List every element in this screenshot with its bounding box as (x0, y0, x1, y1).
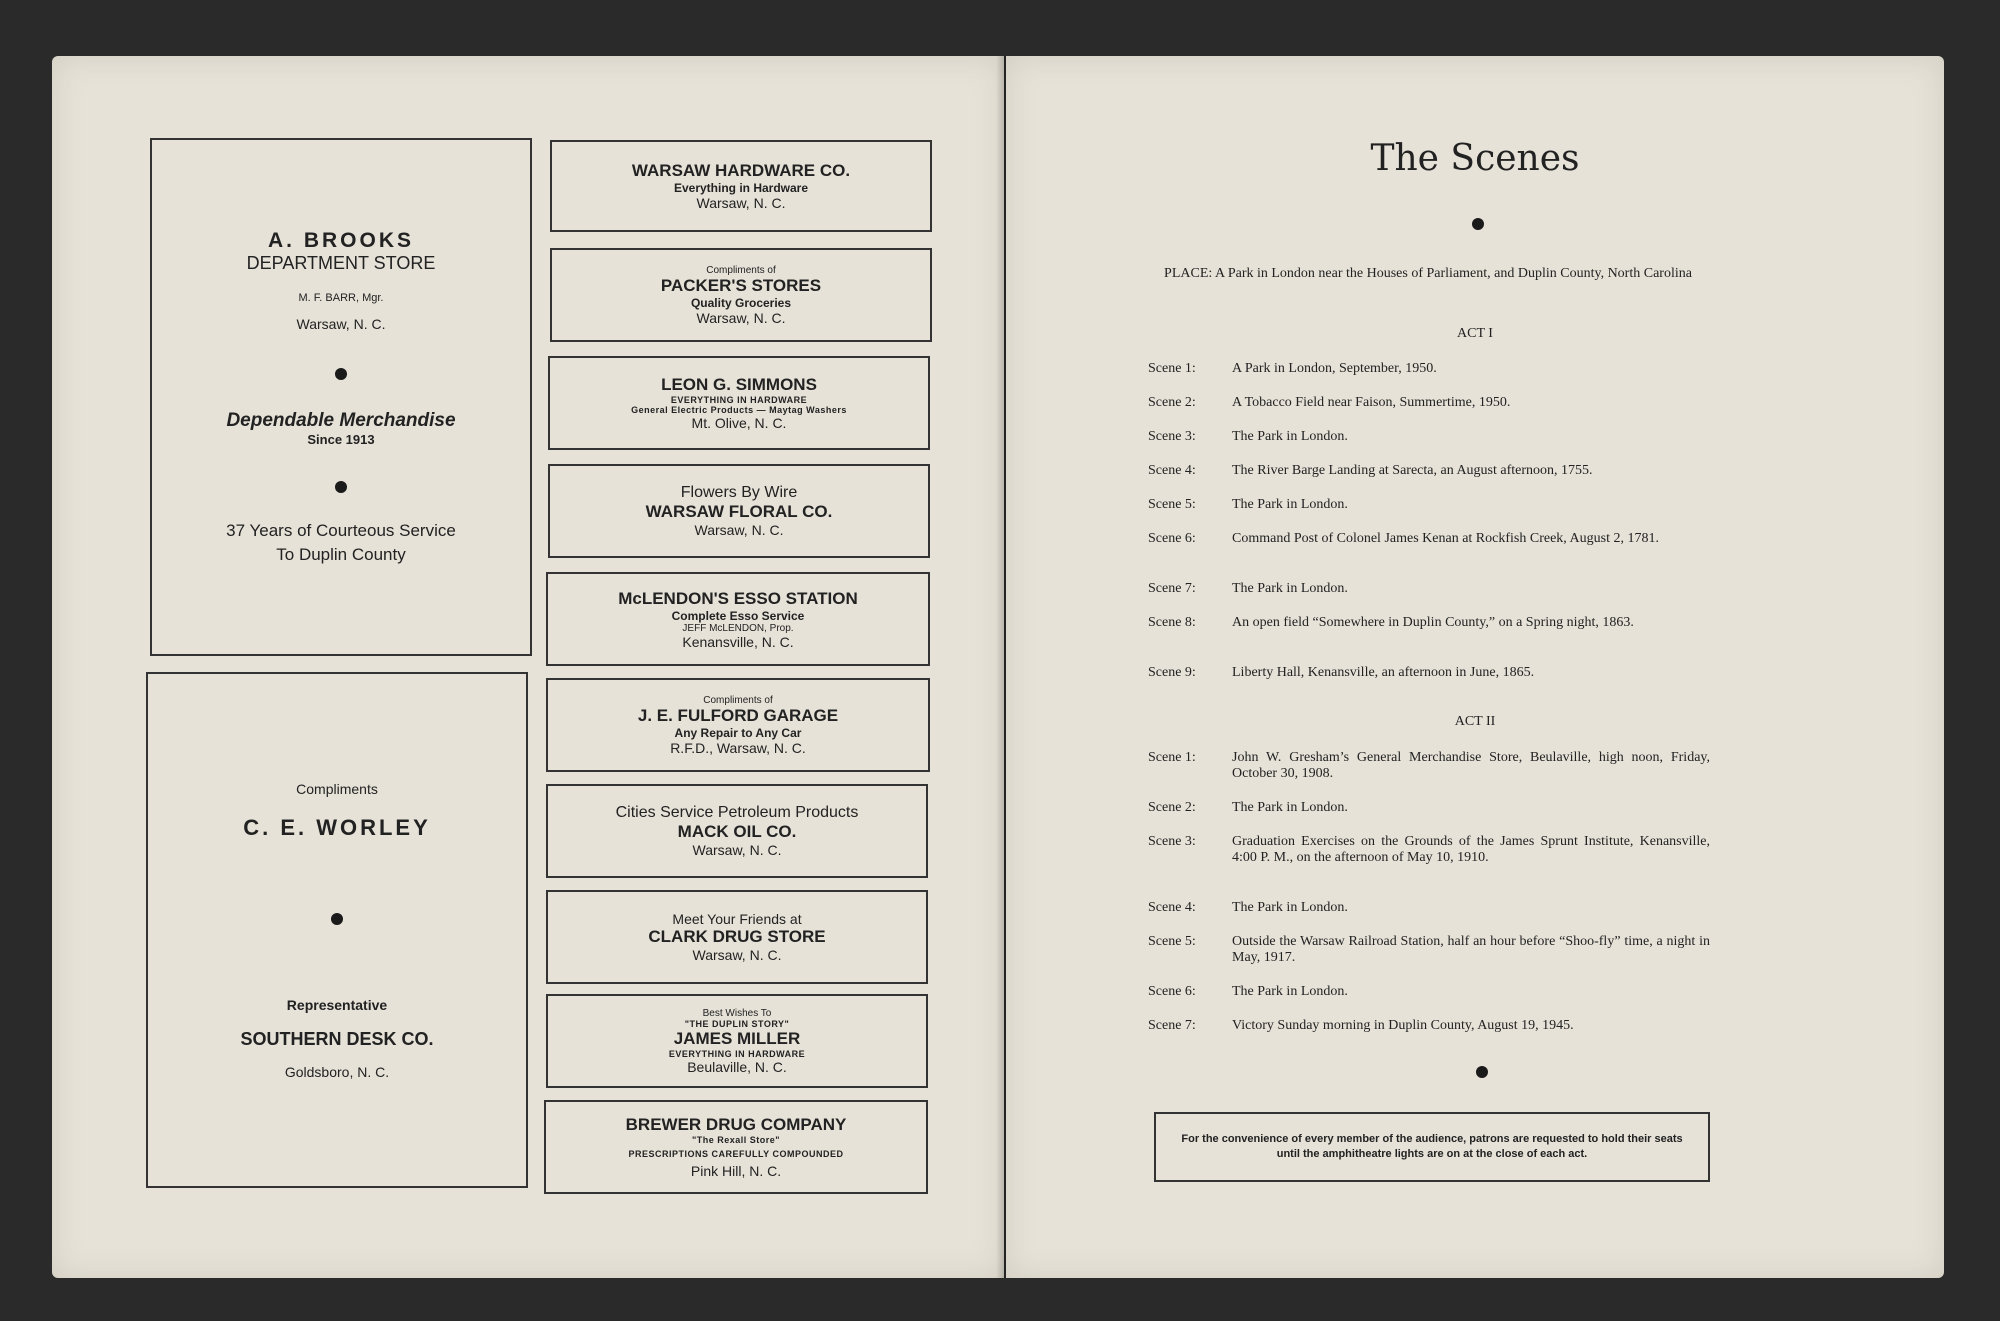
scene-text: The River Barge Landing at Sarecta, an August afternoon, 1755. (1232, 463, 1593, 478)
ad-intro: Compliments of (703, 694, 773, 706)
act1-scene-5 (1148, 497, 1710, 513)
ad-sub: "The Rexall Store" (691, 1135, 781, 1145)
ad-town: Beulaville, N. C. (687, 1058, 787, 1075)
brooks-mgr: M. F. BARR, Mgr. (298, 292, 384, 304)
brooks-service-1: 37 Years of Courteous Service (226, 521, 456, 540)
scene-label: Scene 3: (1148, 429, 1196, 444)
scene-text: Outside the Warsaw Railroad Station, half an hour before “Shoo-fly” time, a night in May, 1917. (1232, 934, 1710, 965)
ad-name: PACKER'S STORES (660, 275, 822, 295)
ad-name: CLARK DRUG STORE (648, 927, 826, 946)
scene-label: Scene 1: (1148, 361, 1196, 376)
scene-text: Liberty Hall, Kenansville, an afternoon in June, 1865. (1232, 665, 1535, 680)
act1-scene-4 (1148, 463, 1710, 479)
scene-label: Scene 4: (1148, 463, 1196, 478)
worley-town: Goldsboro, N. C. (284, 1063, 390, 1080)
ad-warsaw-hardware (550, 140, 932, 232)
act2-scene-2 (1148, 800, 1710, 816)
scene-label: Scene 6: (1148, 984, 1196, 999)
ad-intro: Compliments of (706, 264, 776, 276)
scene-label: Scene 4: (1148, 900, 1196, 915)
scene-label: Scene 2: (1148, 800, 1196, 815)
ad-note: General Electric Products — Maytag Washers (631, 405, 847, 415)
act1-scene-8 (1148, 615, 1710, 631)
ad-intro: Best Wishes To (702, 1007, 772, 1019)
ad-sub: Everything in Hardware (673, 181, 809, 195)
act2-scene-5 (1148, 934, 1710, 966)
scene-text: The Park in London. (1232, 800, 1348, 815)
scene-label: Scene 5: (1148, 934, 1196, 949)
scene-label: Scene 2: (1148, 395, 1196, 410)
ad-note: PRESCRIPTIONS CAREFULLY COMPOUNDED (628, 1149, 844, 1159)
act1-scene-6 (1148, 531, 1710, 547)
scene-text: Victory Sunday morning in Duplin County, August 19, 1945. (1232, 1018, 1574, 1033)
worley-ad (146, 672, 528, 1188)
ad-name: JAMES MILLER (673, 1028, 801, 1048)
act-2-heading: ACT II (1454, 714, 1496, 729)
scene-text: Command Post of Colonel James Kenan at Rockfish Creek, August 2, 1781. (1232, 531, 1659, 546)
scene-text: John W. Gresham’s General Merchandise Store, Beulaville, high noon, Friday, October 30, 1908. (1232, 750, 1710, 781)
place-text: PLACE: A Park in London near the Houses of Parliament, and Duplin County, North Carolina (1164, 266, 1692, 281)
scene-text: The Park in London. (1232, 497, 1348, 512)
act2-scene-7 (1148, 1018, 1710, 1034)
ad-town: Warsaw, N. C. (694, 522, 784, 538)
bullet-dot (1472, 218, 1484, 230)
ad-intro-2: "THE DUPLIN STORY" (684, 1018, 790, 1029)
ad-clark-drug (546, 890, 928, 984)
brooks-town: Warsaw, N. C. (296, 316, 386, 332)
act2-scene-4 (1148, 900, 1710, 916)
act1-scene-1 (1148, 361, 1710, 377)
act1-scene-2 (1148, 395, 1710, 411)
scene-text: An open field “Somewhere in Duplin County,” on a Spring night, 1863. (1232, 615, 1634, 630)
ad-sub: Quality Groceries (690, 295, 792, 310)
bullet-dot (335, 481, 347, 493)
ad-name: MACK OIL CO. (677, 822, 797, 841)
ad-intro: Cities Service Petroleum Products (615, 804, 859, 821)
audience-note: For the convenience of every member of the audience, patrons are requested to hold their seats until the amphitheatre lights are on at the close of each act. (1154, 1112, 1710, 1182)
ad-town: Warsaw, N. C. (696, 195, 786, 211)
scene-text: The Park in London. (1232, 429, 1348, 444)
ad-name: LEON G. SIMMONS (661, 375, 817, 394)
brooks-ad (150, 138, 532, 656)
act2-scene-6 (1148, 984, 1710, 1000)
scene-text: A Tobacco Field near Faison, Summertime, 1950. (1232, 395, 1511, 410)
ad-intro: Flowers By Wire (680, 484, 798, 501)
scene-text: A Park in London, September, 1950. (1232, 361, 1437, 376)
left-page (52, 56, 1004, 1278)
brooks-name: A. BROOKS (267, 229, 414, 252)
ad-town: Mt. Olive, N. C. (691, 415, 787, 431)
act1-scene-7 (1148, 581, 1710, 597)
scene-label: Scene 8: (1148, 615, 1196, 630)
scene-label: Scene 9: (1148, 665, 1196, 680)
act2-scene-3 (1148, 834, 1710, 866)
ad-name: J. E. FULFORD GARAGE (637, 705, 839, 725)
ad-sub: EVERYTHING IN HARDWARE (668, 1048, 806, 1059)
worley-compliments: Compliments (296, 780, 378, 797)
scene-label: Scene 1: (1148, 750, 1196, 765)
bullet-dot (1476, 1066, 1488, 1078)
ad-mack-oil (546, 784, 928, 878)
brooks-slogan: Dependable Merchandise (226, 410, 456, 431)
booklet-spread (52, 56, 1944, 1278)
brooks-since: Since 1913 (307, 432, 375, 447)
ad-name: WARSAW HARDWARE CO. (631, 161, 851, 180)
act1-scene-9 (1148, 665, 1710, 681)
ad-note: JEFF McLENDON, Prop. (682, 622, 794, 634)
worley-representative: Representative (286, 996, 388, 1013)
page-title: The Scenes (1370, 138, 1580, 179)
scene-label: Scene 6: (1148, 531, 1196, 546)
ad-town: R.F.D., Warsaw, N. C. (670, 739, 806, 756)
scene-label: Scene 7: (1148, 581, 1196, 596)
ad-sub: EVERYTHING IN HARDWARE (670, 395, 808, 405)
worley-company: SOUTHERN DESK CO. (240, 1028, 434, 1049)
ad-warsaw-floral (548, 464, 930, 558)
ad-packers-stores (550, 248, 932, 342)
bullet-dot (335, 368, 347, 380)
worley-name: C. E. WORLEY (243, 814, 431, 840)
ad-town: Warsaw, N. C. (696, 309, 786, 326)
brooks-dept: DEPARTMENT STORE (246, 253, 436, 273)
brooks-service-2: To Duplin County (276, 545, 406, 564)
scene-text: The Park in London. (1232, 984, 1348, 999)
ad-brewer-drug (544, 1100, 928, 1194)
scene-label: Scene 3: (1148, 834, 1196, 849)
bullet-dot (331, 913, 343, 925)
ad-name: BREWER DRUG COMPANY (625, 1115, 847, 1134)
act1-scene-3 (1148, 429, 1710, 445)
ad-mclendons-esso (546, 572, 930, 666)
act2-scene-1 (1148, 750, 1710, 782)
ad-sub: Any Repair to Any Car (674, 725, 802, 740)
ad-town: Pink Hill, N. C. (690, 1163, 782, 1179)
ad-sub: Complete Esso Service (671, 608, 805, 623)
scene-label: Scene 7: (1148, 1018, 1196, 1033)
ad-name: WARSAW FLORAL CO. (645, 502, 833, 521)
scene-text: Graduation Exercises on the Grounds of the James Sprunt Institute, Kenansville, 4:00 P. M., on the afternoon of May 10, 1910. (1232, 834, 1710, 865)
scene-label: Scene 5: (1148, 497, 1196, 512)
ad-name: McLENDON'S ESSO STATION (618, 588, 858, 608)
ad-town: Kenansville, N. C. (682, 633, 794, 650)
ad-james-miller (546, 994, 928, 1088)
ad-town: Warsaw, N. C. (692, 842, 782, 858)
scene-text: The Park in London. (1232, 900, 1348, 915)
ad-town: Warsaw, N. C. (692, 947, 782, 963)
scene-text: The Park in London. (1232, 581, 1348, 596)
right-page (1006, 56, 1944, 1278)
ad-fulford-garage (546, 678, 930, 772)
act-1-heading: ACT I (1457, 326, 1493, 341)
ad-leon-simmons (548, 356, 930, 450)
ad-intro: Meet Your Friends at (672, 911, 802, 927)
